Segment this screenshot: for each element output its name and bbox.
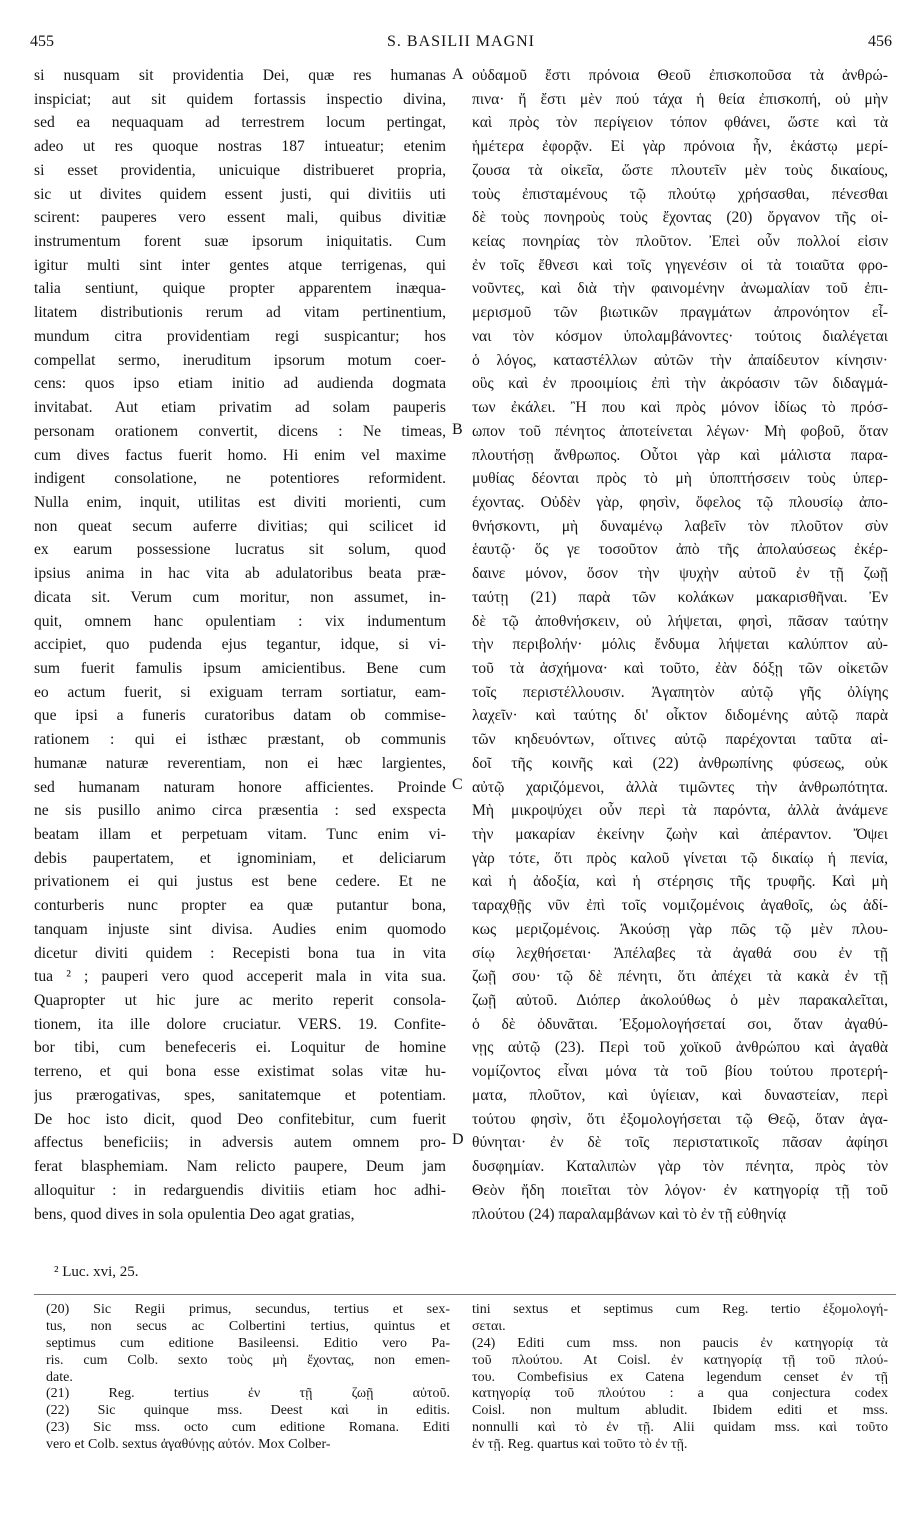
section-marker-d: D <box>452 1131 464 1148</box>
latin-text-line: sum fuerit famulis ipsum amicientibus. Bene cum <box>34 659 446 677</box>
latin-text-line: sic ut divites quidem essent justi, qui divitiis uti <box>34 185 446 203</box>
greek-text-line: ἑαυτῷ· ὅς γε τοσοῦτον ἀπὸ τῆς ἀπολαύσεως ἐκέρ- <box>472 541 888 559</box>
latin-text-line: sed ea nequaquam ad terrestrem locum pertingat, <box>34 114 446 132</box>
latin-text-line: igitur multi sint inter gentes atque terrigenas, qui <box>34 256 446 274</box>
greek-text-line: ταραχθῇς νῦν ἐπὶ τοῖς νομιζομένοις ἀγαθοῖς, ὡς ἀδί- <box>472 897 888 915</box>
greek-text-line: ὁ δὲ ὀδυνᾶται. Ἐξομολογήσεταί σοι, ὅταν ἀγαθύ- <box>472 1015 888 1033</box>
footnote-divider <box>34 1294 896 1295</box>
latin-text-line: jus prærogativas, spes, sanitatemque et potentiam. <box>34 1086 446 1104</box>
latin-text-line: cum dives factus fuerit homo. Hi enim vel maxime <box>34 446 446 464</box>
latin-text-line: sed humanam naturam honore afficientes. Proinde <box>34 778 446 796</box>
footnote-line: τοῦ πλούτου. At Coisl. ἐν κατηγορίᾳ τῇ τοῦ πλού- <box>472 1352 888 1368</box>
latin-text-line: Nulla enim, inquit, utilitas est diviti morienti, cum <box>34 493 446 511</box>
latin-text-line: alloquitur : in redarguendis divitiis etiam hoc adhi- <box>34 1181 446 1199</box>
latin-text-line: dicata sit. Verum cum moritur, non assumet, in- <box>34 588 446 606</box>
greek-text-line: ἐν τοῖς ἔθνεσι καὶ τοῖς γηγενέσιν οἱ τὰ τοιαῦτα φρο- <box>472 256 888 274</box>
latin-text-line: inspiciat; aut sit quidem fortassis inspectio divina, <box>34 90 446 108</box>
greek-text-line: δὲ τοὺς πονηροὺς τοὺς ἔχοντας (20) ὄργανον τῆς οἰ- <box>472 209 888 227</box>
latin-text-line: invitabat. Aut etiam privatim ad solam pauperis <box>34 399 446 417</box>
latin-text-line: talia sentiunt, quique propter apparentem inæqua- <box>34 280 446 298</box>
latin-text-line: terreno, et qui bona esse existimat solas vitæ hu- <box>34 1063 446 1081</box>
footnote-line: date. <box>46 1369 73 1385</box>
footnote-line: (23) Sic mss. octo cum editione Romana. Editi <box>46 1420 450 1436</box>
latin-text-line: Quapropter ut hic jure ac merito reperit consola- <box>34 992 446 1010</box>
latin-text-line: rationem : qui ei isthæc præstant, ob communis <box>34 731 446 749</box>
greek-text-line: τοῦ τὰ ἀσχήμονα· καὶ τοῦτο, ἐὰν δόξῃ τῶν οἰκετῶν <box>472 659 888 677</box>
greek-text-line: ἡμέτερα ἐφορᾷν. Εἰ γὰρ πρόνοια ἦν, ἑκάστῳ μερί- <box>472 138 888 156</box>
latin-text-line: scirent: pauperes vero essent mali, quibus divitiæ <box>34 209 446 227</box>
latin-text-line: affectus beneficiis; in adversis autem omnem pro- <box>34 1134 446 1152</box>
footnote-line: (22) Sic quinque mss. Deest καὶ in editis. <box>46 1403 450 1419</box>
greek-text-line: νομίζοντος εἶναι μόνα τὰ τοῦ βίου τούτου προτερή- <box>472 1063 888 1081</box>
greek-text-line: γὰρ τότε, ὅτι πρὸς καλοῦ γίνεται τῷ δικαίῳ ἡ πενία, <box>472 849 888 867</box>
latin-text-line: ex earum possessione lucratus sit solum, quod <box>34 541 446 559</box>
latin-text-line: que ipsi a funeris curatoribus datam ob commise- <box>34 707 446 725</box>
footnote-line: tini sextus et septimus cum Reg. tertio ἐξομολογή- <box>472 1302 888 1317</box>
greek-text-line: αὐτῷ χαριζόμενοι, ἀλλὰ τιμῶντες τὴν ἀνθρωπότητα. <box>472 778 888 796</box>
section-marker-c: C <box>452 776 463 793</box>
greek-text-line: οὓς καὶ ἐν προοιμίοις ἐπὶ τὴν ἀκρόασιν τῶν διδαγμά- <box>472 375 888 393</box>
greek-text-line: ζουσα τὰ οἰκεῖα, ὥστε πλουτεῖν μὲν τοὺς δικαίους, <box>472 161 888 179</box>
running-header <box>30 33 892 55</box>
latin-text-line: litatem distributionis rerum ad vitam pertinentium, <box>34 304 446 322</box>
latin-text-line: quit, omnem hanc opulentiam : vix indumentum <box>34 612 446 630</box>
greek-text-line: πλουτήσῃ ἄνθρωπος. Οὗτοι γὰρ καὶ μάλιστα παρα- <box>472 446 888 464</box>
footnote-line: nonnulli καὶ τὸ ἐν τῇ. Alii quidam mss. καὶ τοῦτο <box>472 1420 888 1436</box>
greek-text-line: κως μεριζομένοις. Ἀκούσῃ γὰρ πῶς τῷ μὲν πλου- <box>472 920 888 938</box>
greek-text-line: ὁ λόγος, καταστέλλων αὐτῶν τὴν ἀπαίδευτον κίνησιν· <box>472 351 888 369</box>
footnote-line: του. Combefisius ex Catena legendum censet ἐν τῇ <box>472 1369 888 1385</box>
greek-text-line: θύνηται· ἐν δὲ τοῖς περιστατικοῖς πᾶσαν ἀφίησι <box>472 1134 888 1152</box>
latin-text-line: ne sis pusillo animo circa præsentia : sed exspecta <box>34 802 446 820</box>
greek-text-line: πλούτου (24) παραλαμβάνων καὶ τὸ ἐν τῇ εὐθηνίᾳ <box>472 1205 787 1223</box>
latin-text-line: eo actum fuerit, si exiguam terram sortiatur, eam- <box>34 683 446 701</box>
footnote-line: vero et Colb. sextus ἀγαθύνῃς αὐτόν. Mox Colber- <box>46 1437 331 1453</box>
greek-text-line: δαινε μόνον, ὅσον τὴν ψυχὴν αὐτοῦ ἐν τῇ ζωῇ <box>472 565 888 583</box>
page-number-left: 455 <box>30 33 54 50</box>
footnote-line: tus, non secus ac Colbertini tertius, quintus et <box>46 1318 450 1334</box>
greek-text-line: ματα, πλοῦτον, καὶ ὑγίειαν, καὶ δυναστείαν, περὶ <box>472 1086 888 1104</box>
greek-text-line: ναι τὸν κόσμον ὑπολαμβάνοντες· τούτοις διαλέγεται <box>472 327 888 345</box>
latin-text-line: si nusquam sit providentia Dei, quæ res humanas <box>34 67 446 84</box>
greek-text-line: καὶ ἡ ἀδοξία, καὶ ἡ στέρησις τῆς τρυφῆς. Καὶ μὴ <box>472 873 888 891</box>
greek-text-line: τοῖς περιστέλλουσιν. Ἀγαπητὸν αὐτῷ γῆς ὀλίγης <box>472 683 888 701</box>
greek-text-line: έχοντας. Οὐδὲν γὰρ, φησὶν, ὄφελος τῷ πλουσίῳ ἀπο- <box>472 493 888 511</box>
latin-text-line: si esset providentia, unicuique distribueret propria, <box>34 161 446 179</box>
greek-text-line: ζωῇ σου· τῷ δὲ πένητι, ὅτι ἀπέχει τὰ κακὰ ἐν τῇ <box>472 968 888 986</box>
greek-text-line: τοὺς ἐπισταμένους τῷ πλούτῳ χρήσασθαι, πένεσθαι <box>472 185 888 203</box>
latin-text-line: tionem, ita ille dolore cruciatur. VERS. 19. Confite- <box>34 1015 446 1033</box>
greek-text-line: τὴν μακαρίαν ἐκείνην ζωὴν καὶ ἀπέραντον. Ὄψει <box>472 826 888 843</box>
latin-text-line: adeo ut res quoque nostras 187 intueatur; etenim <box>34 138 446 156</box>
greek-text-line: δυσφημίαν. Καταλιπὼν γὰρ τὸν πένητα, πρὸς τὸν <box>472 1158 888 1176</box>
latin-text-line: ferat blasphemiam. Nam relicto paupere, Deum jam <box>34 1158 446 1176</box>
latin-text-line: dicetur diviti quidem : Recepisti bona tua in vita <box>34 944 446 962</box>
footnote-line: σεται. <box>472 1318 506 1334</box>
running-title: S. BASILII MAGNI <box>387 33 535 50</box>
latin-text-line: mundum citra providentiam regi suspicantur; hos <box>34 327 446 345</box>
greek-text-line: μυθίας δέονται πρὸς τὸ μὴ ὑποπτήσσειν τοὺς ὑπερ- <box>472 470 888 488</box>
greek-text-line: τούτου φησὶν, ὅτι ἐξομολογήσεται τῷ Θεῷ, ὅταν ἀγα- <box>472 1110 888 1128</box>
greek-text-line: λαχεῖν· καὶ ταύτης δι' οἶκτον διδομένης αὐτῷ παρὰ <box>472 707 888 725</box>
page-number-right: 456 <box>868 33 892 50</box>
latin-text-line: accipiet, quo pudenda ejus tegantur, idque, si vi- <box>34 636 446 654</box>
footnotes-right <box>472 1302 888 1454</box>
greek-text-line: οὐδαμοῦ ἔστι πρόνοια Θεοῦ ἐπισκοποῦσα τὰ ἀνθρώ- <box>472 67 888 84</box>
greek-text-line: νοῦντες, καὶ διὰ τὴν φαινομένην ἀνωμαλίαν τοῦ ἐπι- <box>472 280 888 298</box>
latin-text-line: bens, quod dives in sola opulentia Deo agat gratias, <box>34 1205 355 1223</box>
greek-text-line: ζωῇ αὐτοῦ. Διόπερ ἀκολούθως ὁ μὲν παρακαλεῖται, <box>472 992 888 1010</box>
latin-text-line: non queat secum auferre divitias; qui scilicet id <box>34 517 446 535</box>
footnotes-left <box>46 1302 450 1454</box>
greek-text-line: Θεὸν ἤδη ποιεῖται τὸν λόγον· ἐν κατηγορίᾳ τῇ τοῦ <box>472 1181 888 1199</box>
section-marker-a: A <box>452 66 464 83</box>
greek-text-line: μερισμοῦ τῶν βιωτικῶν πραγμάτων ἀπρονόητον εἶ- <box>472 304 888 322</box>
footnote-line: ris. cum Colb. sexto τοὺς μὴ ἔχοντας, non emen- <box>46 1352 450 1368</box>
latin-text-line: cens: quos ipso etiam initio ad audienda dogmata <box>34 375 446 393</box>
greek-column <box>472 64 888 1226</box>
section-marker-b: B <box>452 421 463 438</box>
footnote-line: (24) Editi cum mss. non paucis ἐν κατηγορίᾳ τὰ <box>472 1335 888 1351</box>
latin-text-line: ipsius anima in hac vita ab adulatoribus beata præ- <box>34 565 446 583</box>
latin-text-line: tua ² ; pauperi vero quod acceperit mala in vita sua. <box>34 968 446 986</box>
footnote-line: septimus cum editione Basileensi. Editio vero Pa- <box>46 1335 450 1351</box>
latin-text-line: privationem ei qui justus est bene cedere. Et ne <box>34 873 446 891</box>
greek-text-line: ωπον τοῦ πένητος ἀποτείνεται λέγων· Μὴ φοβοῦ, ὅταν <box>472 422 888 440</box>
greek-text-line: νῃς αὐτῷ (23). Περὶ τοῦ χοϊκοῦ ἀνθρώπου καὶ ἀγαθὰ <box>472 1039 888 1057</box>
greek-text-line: ταύτῃ (21) παρὰ τῶν κολάκων μακαρισθῆναι. Ἐν <box>472 588 888 606</box>
latin-column <box>34 64 446 1226</box>
footnote-line: (21) Reg. tertius ἐν τῇ ζωῇ αὐτοῦ. <box>46 1386 450 1402</box>
footnote-line: Coisl. non multum abludit. Ibidem editi et mss. <box>472 1403 888 1419</box>
scripture-footnote: ² Luc. xvi, 25. <box>54 1264 139 1280</box>
latin-text-line: compellat sermo, ineruditum ipsorum motum coer- <box>34 351 446 369</box>
latin-text-line: conturberis nunc propter ea quæ putantur bona, <box>34 897 446 915</box>
footnote-line: κατηγορίᾳ τοῦ πλούτου : a qua conjectura codex <box>472 1386 888 1402</box>
footnote-line: ἐν τῇ. Reg. quartus καὶ τοῦτο τὸ ἐν τῇ. <box>472 1437 688 1453</box>
greek-text-line: σίῳ λεχθήσεται· Ἀπέλαβες τὰ ἀγαθά σου ἐν τῇ <box>472 944 888 962</box>
greek-text-line: θνήσκοντι, μὴ δυναμένῳ λαβεῖν τὸν πλοῦτον σὺν <box>472 517 888 535</box>
latin-text-line: tanquam injuste sint divisa. Audies enim quomodo <box>34 920 446 938</box>
latin-text-line: bor tibi, cum benefeceris ei. Loquitur de homine <box>34 1039 446 1057</box>
footnote-line: (20) Sic Regii primus, secundus, tertius et sex- <box>46 1302 450 1317</box>
greek-text-line: δὲ τῷ ἀποθνήσκειν, οὐ λήψεται, φησὶ, πᾶσαν ταύτην <box>472 612 888 630</box>
latin-text-line: De hoc isto dicit, quod Deo confitebitur, cum fuerit <box>34 1110 446 1128</box>
latin-text-line: indigent consolatione, ne potentiores reformident. <box>34 470 446 488</box>
latin-text-line: instrumentum forent suæ ipsorum iniquitatis. Cum <box>34 233 446 251</box>
greek-text-line: κείας πονηρίας τὸν πλοῦτον. Ἐπεὶ οὖν πολλοί εἰσιν <box>472 233 888 251</box>
latin-text-line: beatam illam et perpetuam vitam. Tunc enim vi- <box>34 826 446 843</box>
latin-text-line: debis paupertatem, et ignominiam, et deliciarum <box>34 849 446 867</box>
latin-text-line: humanæ naturæ reverentiam, non ei hæc largientes, <box>34 754 446 772</box>
greek-text-line: τὴν περιβολήν· μόλις ἔνδυμα λήψεται καλύπτον αὐ- <box>472 636 888 654</box>
greek-text-line: καὶ πρὸς τὸν περίγειον τόπον φθάνει, ὥστε καὶ τὰ <box>472 114 888 132</box>
greek-text-line: των ἐκάλει. Ἢ που καὶ πρὸς μόνον ἰδίως τὸ πρόσ- <box>472 399 888 417</box>
greek-text-line: δοῖ τῆς κοινῆς καὶ (22) ἀνθρωπίνης φύσεως, οὐκ <box>472 754 888 772</box>
latin-text-line: personam orationem convertit, dicens : Ne timeas, <box>34 422 446 440</box>
greek-text-line: Μὴ μικροψύχει οὖν περὶ τὰ παρόντα, ἀλλὰ ἀνάμενε <box>472 802 888 820</box>
greek-text-line: πινα· ἤ ἔστι μὲν πού τάχα ἡ θεία ἐπισκοπή, οὐ μὴν <box>472 90 888 108</box>
greek-text-line: τῶν κηδευόντων, οἵτινες αὐτῷ παρέχονται ταῦτα αἰ- <box>472 731 888 749</box>
